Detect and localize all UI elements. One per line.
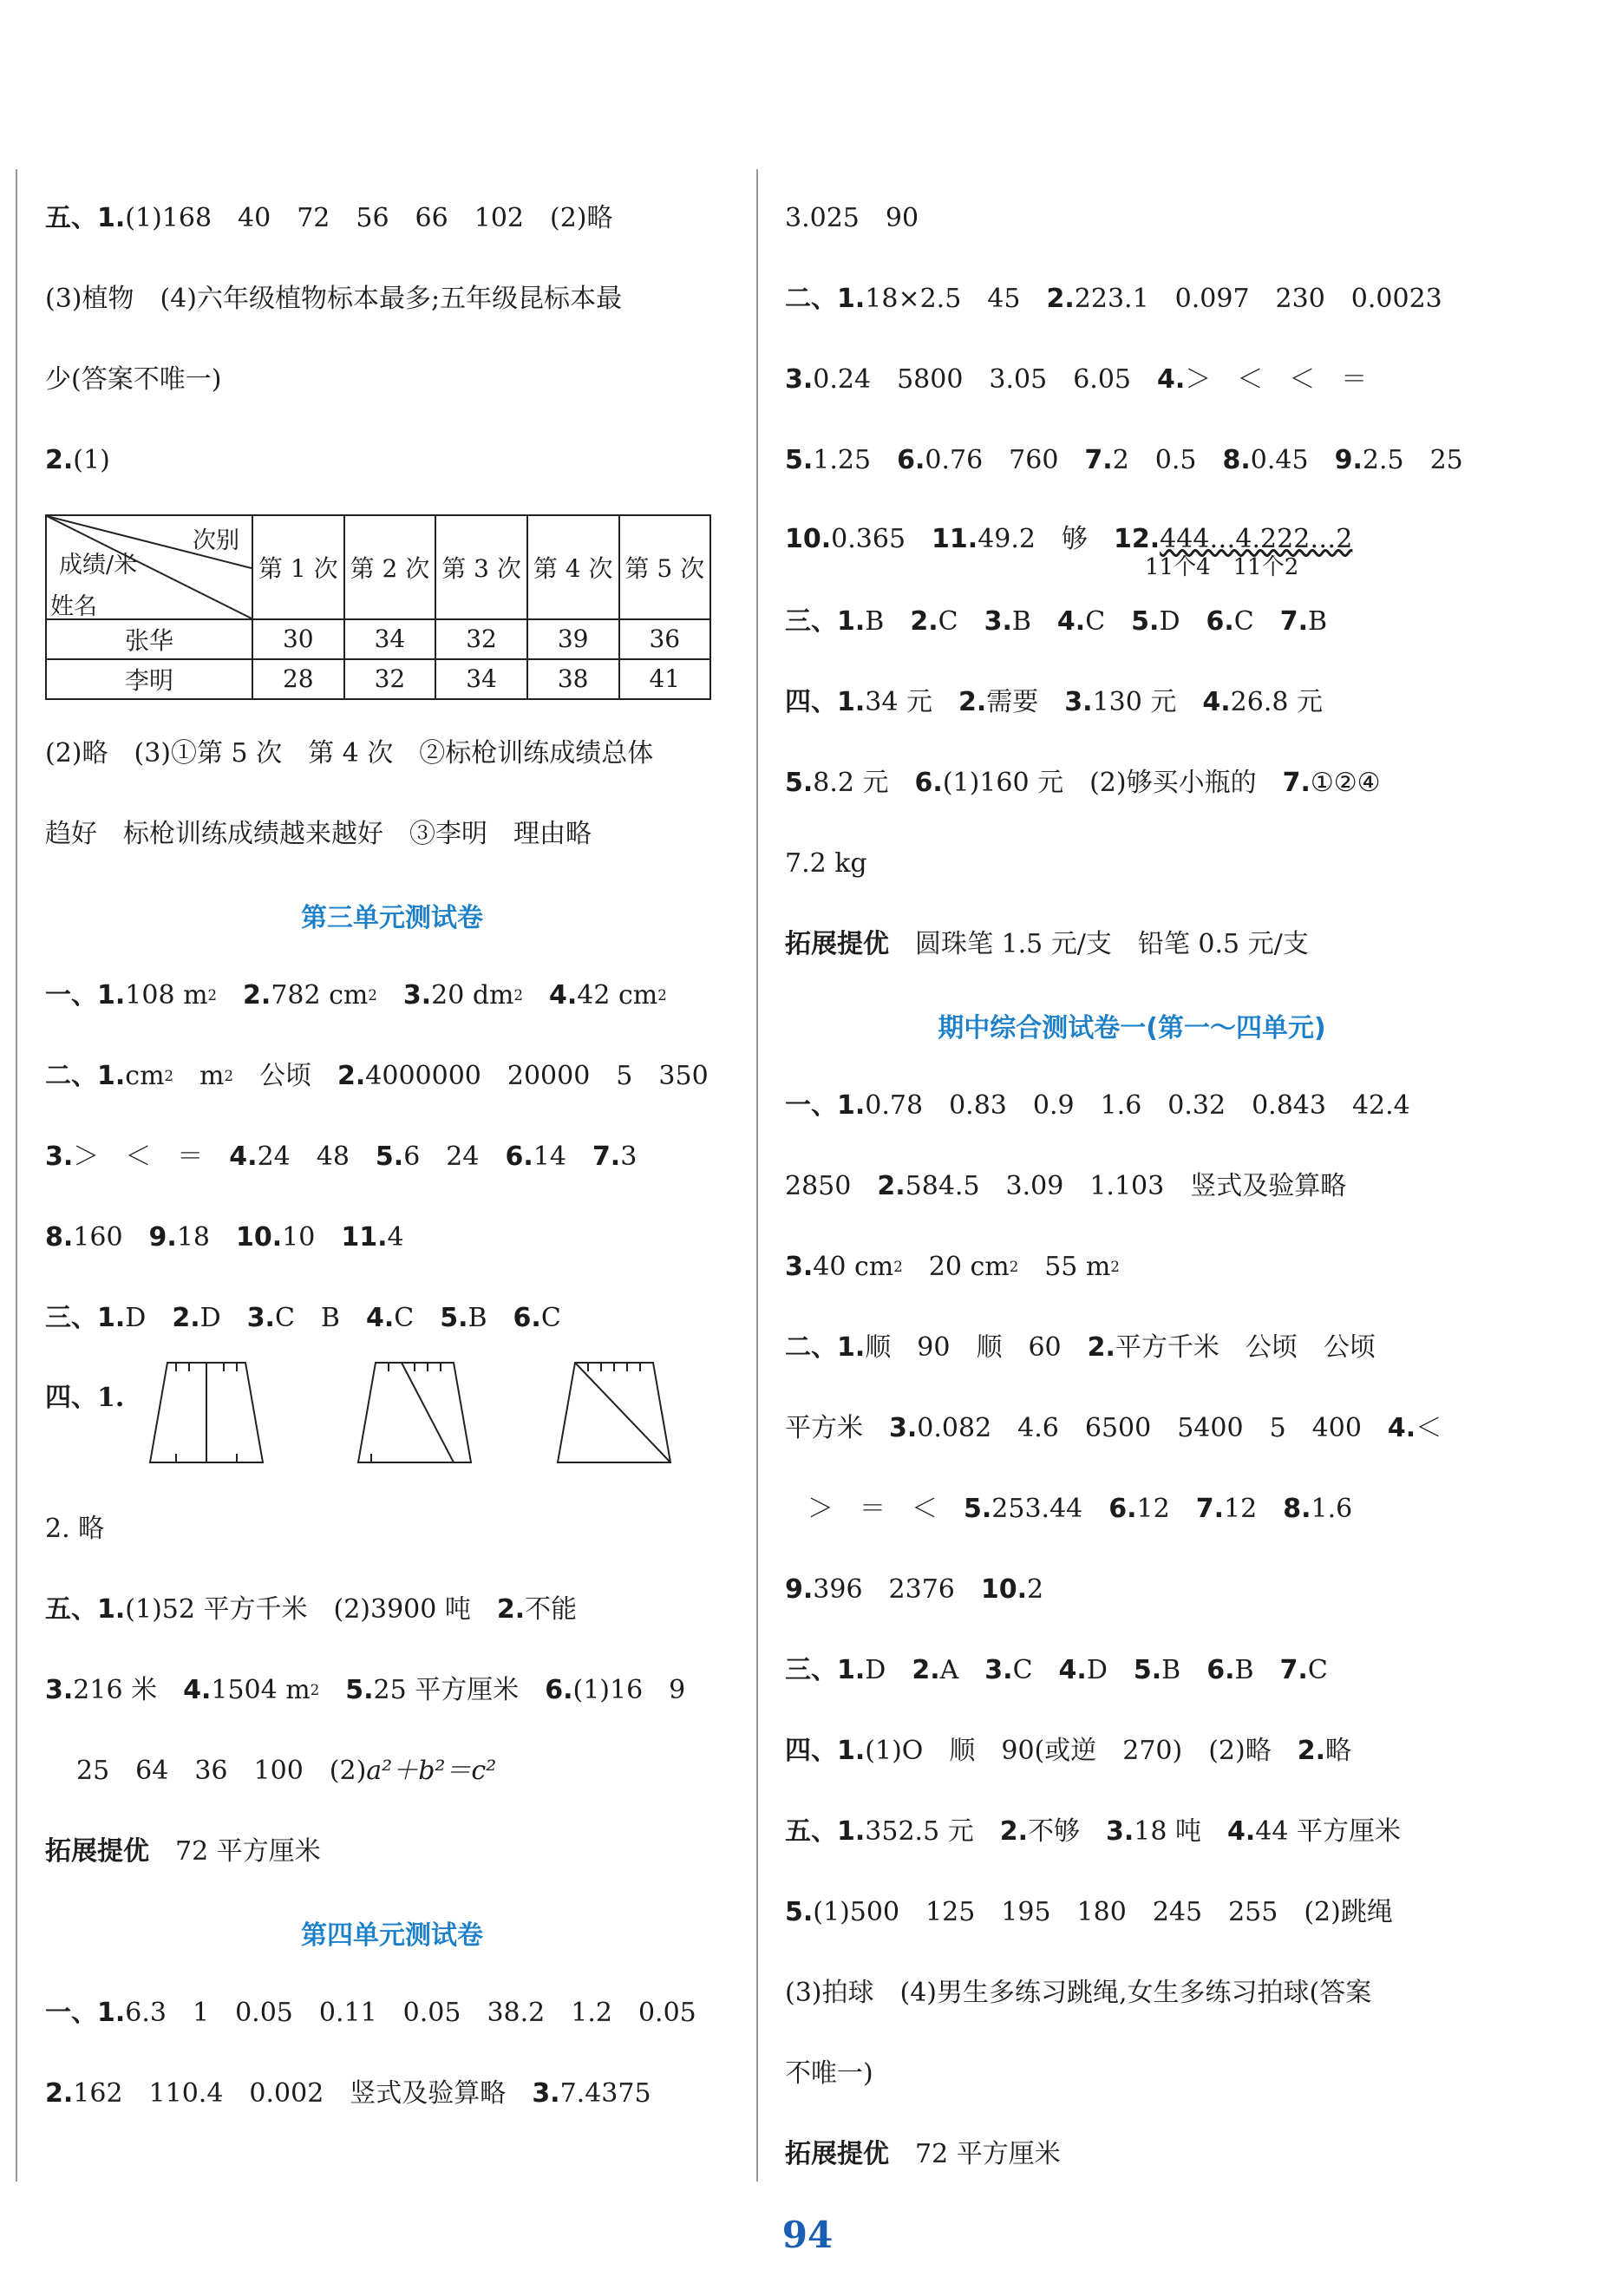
trapezoid-figure-2: [358, 1363, 471, 1462]
answer-line: (3)拍球 (4)男生多练习跳绳,女生多练习拍球(答案: [785, 1977, 1372, 2008]
answer-line: 3. 0.24 5800 3.05 6.05 4. ＞ ＜ ＜ ＝: [785, 363, 1368, 395]
answer-line: 5. (1)500 125 195 180 245 255 (2)跳绳: [785, 1896, 1393, 1927]
trapezoid-figure-3: [558, 1363, 670, 1462]
answer-line: 五、1. (1)52 平方千米 (2)3900 吨 2. 不能: [45, 1593, 578, 1625]
row-name: 张华: [46, 619, 252, 659]
column-header: 第 2 次: [344, 515, 436, 619]
answer-line: 一、1. 108 m 2 2. 782 cm 2 3. 20 dm 2 4. 42 cm 2: [45, 979, 667, 1011]
answer-line: (3)植物 (4)六年级植物标本最多;五年级昆标本最: [45, 283, 623, 314]
left-margin-rule: [16, 169, 17, 2182]
corner-label-top: 次别: [193, 527, 239, 554]
answer-line: 趋好 标枪训练成绩越来越好 ③李明 理由略: [45, 818, 592, 849]
answer-line: 四、1. (1)O 顺 90(或逆 270) (2)略 2. 略: [785, 1735, 1351, 1766]
answer-line: 五、1. 352.5 元 2. 不够 3. 18 吨 4. 44 平方厘米: [785, 1815, 1401, 1847]
table-cell: 39: [527, 619, 619, 659]
table-cell: 28: [252, 659, 344, 699]
answer-line: ＞ ＝ ＜ 5. 253.44 6. 12 7. 12 8. 1.6: [808, 1493, 1353, 1524]
answer-line: 拓展提优 72 平方厘米: [45, 1835, 321, 1867]
table-cell: 32: [435, 619, 527, 659]
row-name: 李明: [46, 659, 252, 699]
table-row: [46, 659, 710, 699]
corner-label-mid: 成绩/米: [59, 551, 138, 579]
answer-line: 二、1. 18×2.5 45 2. 223.1 0.097 230 0.0023: [785, 283, 1442, 314]
answer-line: 3. 40 cm 2 20 cm 2 55 m 2: [785, 1251, 1120, 1282]
answer-line: 25 64 36 100 (2) a²＋b²＝c²: [76, 1755, 497, 1786]
answer-line: 四、1. 34 元 2. 需要 3. 130 元 4. 26.8 元: [785, 686, 1323, 717]
answer-line: 二、1. cm 2 m 2 公顷 2. 4000000 20000 5 350: [45, 1060, 709, 1091]
column-divider: [756, 169, 758, 2182]
page-number: 94: [781, 2214, 834, 2256]
answer-line: 10. 0.365 11. 49.2 够 12. 444…4.222…2: [785, 524, 1353, 554]
answer-line: 3. ＞ ＜ ＝ 4. 24 48 5. 6 24 6. 14 7. 3: [45, 1141, 638, 1172]
section-title: 期中综合测试卷一(第一～四单元): [938, 1012, 1326, 1043]
table-cell: 38: [527, 659, 619, 699]
repeating-decimal-expression: 444…4.222…2: [1160, 524, 1353, 554]
pythagorean-formula: a²＋b²＝c²: [366, 1755, 497, 1786]
table-cell: 34: [344, 619, 436, 659]
table-cell: 30: [252, 619, 344, 659]
table-row: [46, 619, 710, 659]
answer-line: 少(答案不唯一): [45, 363, 222, 395]
answer-line: 8. 160 9. 18 10. 10 11. 4: [45, 1221, 404, 1253]
table-corner-header: [46, 515, 252, 619]
column-header: 第 3 次: [435, 515, 527, 619]
corner-label-bottom: 姓名: [50, 592, 97, 620]
answer-line: 9. 396 2376 10. 2: [785, 1573, 1044, 1605]
column-header: 第 5 次: [619, 515, 711, 619]
trapezoid-division-figures: [124, 1358, 731, 1480]
table-cell: 41: [619, 659, 711, 699]
section-title: 第三单元测试卷: [301, 902, 483, 933]
answer-line: 拓展提优 72 平方厘米: [785, 2138, 1061, 2169]
right-column: [785, 178, 1479, 2195]
table-cell: 34: [435, 659, 527, 699]
trapezoid-figure-1: [150, 1363, 263, 1462]
answer-line-note: 11个4 11个2: [1145, 553, 1299, 580]
answer-line: 一、1. 0.78 0.83 0.9 1.6 0.32 0.843 42.4: [785, 1089, 1410, 1121]
answer-line: (2)略 (3)①第 5 次 第 4 次 ②标枪训练成绩总体: [45, 737, 654, 769]
answer-line: 不唯一): [785, 2057, 873, 2089]
answer-line: 三、1. B 2. C 3. B 4. C 5. D 6. C 7. B: [785, 605, 1328, 637]
answer-line: 2. (1): [45, 444, 110, 475]
answer-line: 3. 216 米 4. 1504 m 2 5. 25 平方厘米 6. (1)16 9: [45, 1674, 686, 1705]
trapezoid-figures: [45, 1358, 739, 1488]
answer-line: 7.2 kg: [785, 847, 867, 879]
answer-line: 三、1. D 2. D 3. C B 4. C 5. B 6. C: [45, 1302, 561, 1333]
left-column: [45, 178, 739, 2134]
column-header: 第 4 次: [527, 515, 619, 619]
score-table-wrapper: [45, 500, 739, 713]
answer-line: 五、1. (1)168 40 72 56 66 102 (2)略: [45, 202, 613, 233]
answer-line: 三、1. D 2. A 3. C 4. D 5. B 6. B 7. C: [785, 1654, 1328, 1685]
answer-line: 2. 略: [45, 1513, 105, 1544]
table-cell: 32: [344, 659, 436, 699]
javelin-score-table: [45, 514, 711, 700]
answer-line: 5. 1.25 6. 0.76 760 7. 2 0.5 8. 0.45 9. 2.5 25: [785, 444, 1463, 475]
answer-line: 拓展提优 圆珠笔 1.5 元/支 铅笔 0.5 元/支: [785, 928, 1309, 959]
answer-line: 平方米 3. 0.082 4.6 6500 5400 5 400 4. ＜: [785, 1412, 1442, 1443]
section-title: 第四单元测试卷: [301, 1920, 483, 1951]
table-cell: 36: [619, 619, 711, 659]
column-header: 第 1 次: [252, 515, 344, 619]
answer-line: 一、1. 6.3 1 0.05 0.11 0.05 38.2 1.2 0.05: [45, 1997, 696, 2028]
question-number: 四、1.: [45, 1383, 125, 1413]
answer-line: 二、1. 顺 90 顺 60 2. 平方千米 公顷 公顷: [785, 1331, 1376, 1363]
answer-line: 2850 2. 584.5 3.09 1.103 竖式及验算略: [785, 1170, 1347, 1201]
answer-line: 2. 162 110.4 0.002 竖式及验算略 3. 7.4375: [45, 2077, 651, 2109]
answer-line: 3.025 90: [785, 202, 919, 233]
answer-line: 5. 8.2 元 6. (1)160 元 (2)够买小瓶的 7. ①②④: [785, 767, 1381, 798]
